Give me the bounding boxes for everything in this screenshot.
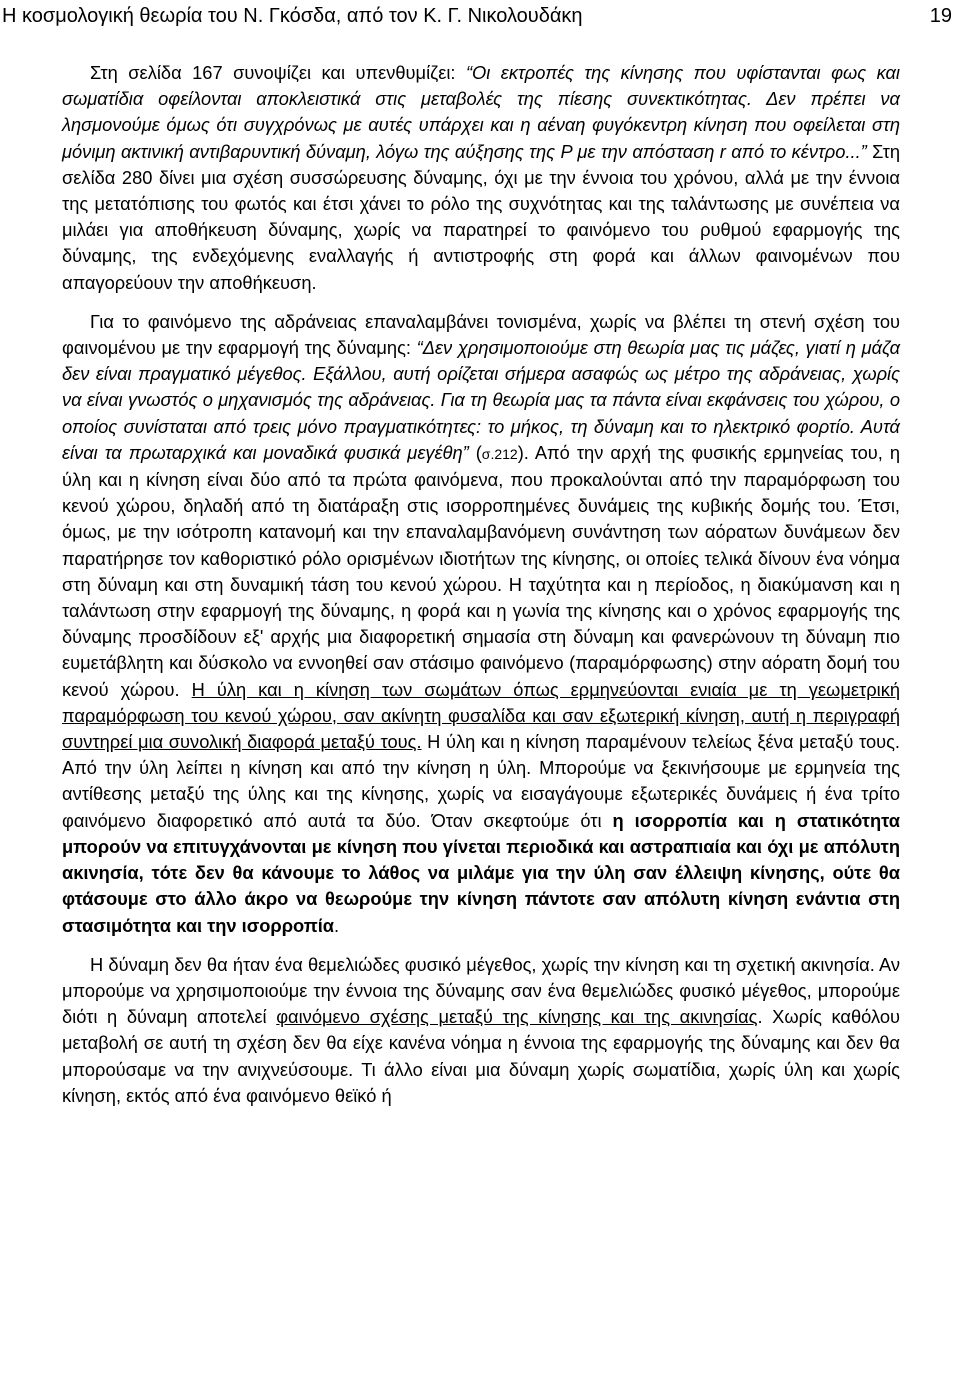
text-run: σ.212 bbox=[481, 445, 518, 462]
text-run: “Δεν χρησιμοποιούμε στη θεωρία μας τις μάζες, γιατί η μάζα δεν είναι πραγματικό μέγεθος. Εξάλλου, αυτή ορίζεται σήμερα ασαφώς ως μέτρο της αδράνειας, χωρίς να είναι γνωστός ο μηχανισμός της αδράνειας. Για τη θεωρία μας τα πάντα είναι εκφάνσεις του χώρου, ο οποίος συνίσταται από τρεις μόνο πραγματικότητες: το μήκος, τη δύναμη και το ηλεκτρικό φορτίο. Αυτά είναι τα πρωταρχικά και μοναδικά φυσικά μεγέθη” bbox=[62, 337, 901, 463]
paragraph bbox=[62, 952, 900, 1109]
text-run: . bbox=[334, 914, 340, 936]
text-run: φαινόμενο σχέσης μεταξύ της κίνησης και της ακινησίας bbox=[276, 1006, 758, 1028]
text-run: ( bbox=[468, 441, 482, 463]
paragraph bbox=[62, 309, 900, 939]
page-header bbox=[2, 2, 952, 30]
text-run: Η δύναμη δεν θα ήταν ένα θεμελιώδες φυσικό μέγεθος, χωρίς την κίνηση και τη σχετική ακινησία. Αν μπορούμε να χρησιμοποιούμε την έννοια της δύναμης σαν ένα θεμελιώδες φυσικό μέγεθος, μπορούμε διότι η δύναμη αποτελεί bbox=[62, 953, 900, 1028]
text-run: η ισορροπία και η στατικότητα μπορούν να επιτυγχάνονται με κίνηση που γίνεται περιοδικά και αστραπιαία και όχι με απόλυτη ακινησία, τότε δεν θα κάνουμε το λάθος να μιλάμε για την ύλη σαν έλλειψη κίνησης, ούτε θα φτάσουμε στο άλλο άκρο να θεωρούμε την κίνηση πάντοτε σαν απόλυτη κίνηση ενάντια στη στασιμότητα και την ισορροπία bbox=[62, 809, 900, 936]
text-run: Η ύλη και η κίνηση των σωμάτων όπως ερμηνεύονται ενιαία με τη γεωμετρική παραμόρφωση του κενού χώρου, σαν ακίνητη φυσαλίδα και σαν εξωτερική κίνηση, αυτή η περιγραφή συντηρεί μια συνολική διαφορά μεταξύ τους. bbox=[62, 678, 900, 753]
paragraph bbox=[62, 60, 900, 296]
text-run: Στη σελίδα 280 δίνει μια σχέση συσσώρευσης δύναμης, όχι με την έννοια του χρόνου, αλλά με την έννοια της μετατόπισης του φωτός και έτσι χάνει το ρόλο της συχνότητας και της ταλάντωσης με συνέπεια να μιλάει για αποθήκευση δύναμης, χωρίς να παρατηρεί το φαινόμενο του ρυθμού εφαρμογής της δύναμης, της ενδεχόμενης εναλλαγής ή αντιστροφής στη φορά και άλλων φαινομένων που απαγορεύουν την αποθήκευση. bbox=[62, 140, 900, 293]
text-run: ). Από την αρχή της φυσικής ερμηνείας του, η ύλη και η κίνηση είναι δύο από τα πρώτα φαινόμενα, που προκαλούνται από την παραμόρφωση του κενού χώρου, δηλαδή από τη διατάραξη στις ισορροπημένες δυνάμεις της κυβικής δομής του. Έτσι, όμως, με την ισότροπη κατανομή και την επαναλαμβανόμενη συνάντηση των αόρατων δυνάμεων δεν παρατήρησε τον καθοριστικό ρόλο ορισμένων ιδιοτήτων της κίνησης, οι οποίες τελικά δίνουν ένα νόημα στη δύναμη και στη δυναμική τάση του κενού χώρου. Η ταχύτητα και η περίοδος, η διακύμανση και η ταλάντωση στην εφαρμογή της δύναμης, η φορά και η γωνία της κίνησης και ο χρόνος εφαρμογής της δύναμης προσδίδουν εξ' αρχής μια διαφορετική σημασία στη δύναμη και φανερώνουν τη δύναμη πιο ευμετάβλητη και δύσκολο να εννοηθεί σαν στάσιμο φαινόμενο (παραμόρφωσης) στην αόρατη δομή του κενού χώρου. bbox=[62, 441, 900, 700]
text-run: “Οι εκτροπές της κίνησης που υφίστανται φως και σωματίδια οφείλονται αποκλειστικά στις μεταβολές της πίεσης συνεκτικότητας. Δεν πρέπει να λησμονούμε όμως ότι συγχρόνως με αυτές υπάρχει και η αέναη φυγόκεντρη κίνηση που οφείλεται στη μόνιμη ακτινική αντιβαρυντική δύναμη, λόγω της αύξησης της P με την απόσταση r από το κέντρο...” bbox=[62, 62, 900, 162]
page-number: 19 bbox=[929, 5, 952, 27]
text-run: Στη σελίδα 167 συνοψίζει και υπενθυμίζει: bbox=[90, 62, 466, 83]
text-run: Για το φαινόμενο της αδράνειας επαναλαμβάνει τονισμένα, χωρίς να βλέπει τη στενή σχέση του φαινομένου με την εφαρμογή της δύναμης: bbox=[62, 310, 900, 359]
document-body bbox=[62, 60, 900, 1109]
text-run: Η ύλη και η κίνηση παραμένουν τελείως ξένα μεταξύ τους. Από την ύλη λείπει η κίνηση και από την κίνηση η ύλη. Μπορούμε να ξεκινήσουμε με ερμηνεία της αντίθεσης μεταξύ της ύλης και της κίνησης, χωρίς να εισαγάγουμε εξωτερικές δυνάμεις ή ένα τρίτο φαινόμενο διαφορετικό από αυτά τα δύο. Όταν σκεφτούμε ότι bbox=[62, 731, 900, 831]
header-title: Η κοσμολογική θεωρία του Ν. Γκόσδα, από τον Κ. Γ. Νικολουδάκη bbox=[2, 5, 583, 27]
text-run: . Χωρίς καθόλου μεταβολή σε αυτή τη σχέση δεν θα είχε κανένα νόημα η έννοια της εφαρμογής της δύναμης και δεν θα μπορούσαμε να την ανιχνεύσουμε. Τι άλλο είναι μια δύναμη χωρίς σωματίδια, χωρίς ύλη και χωρίς κίνηση, εκτός από ένα φαινόμενο θεϊκό ή bbox=[62, 1006, 900, 1106]
